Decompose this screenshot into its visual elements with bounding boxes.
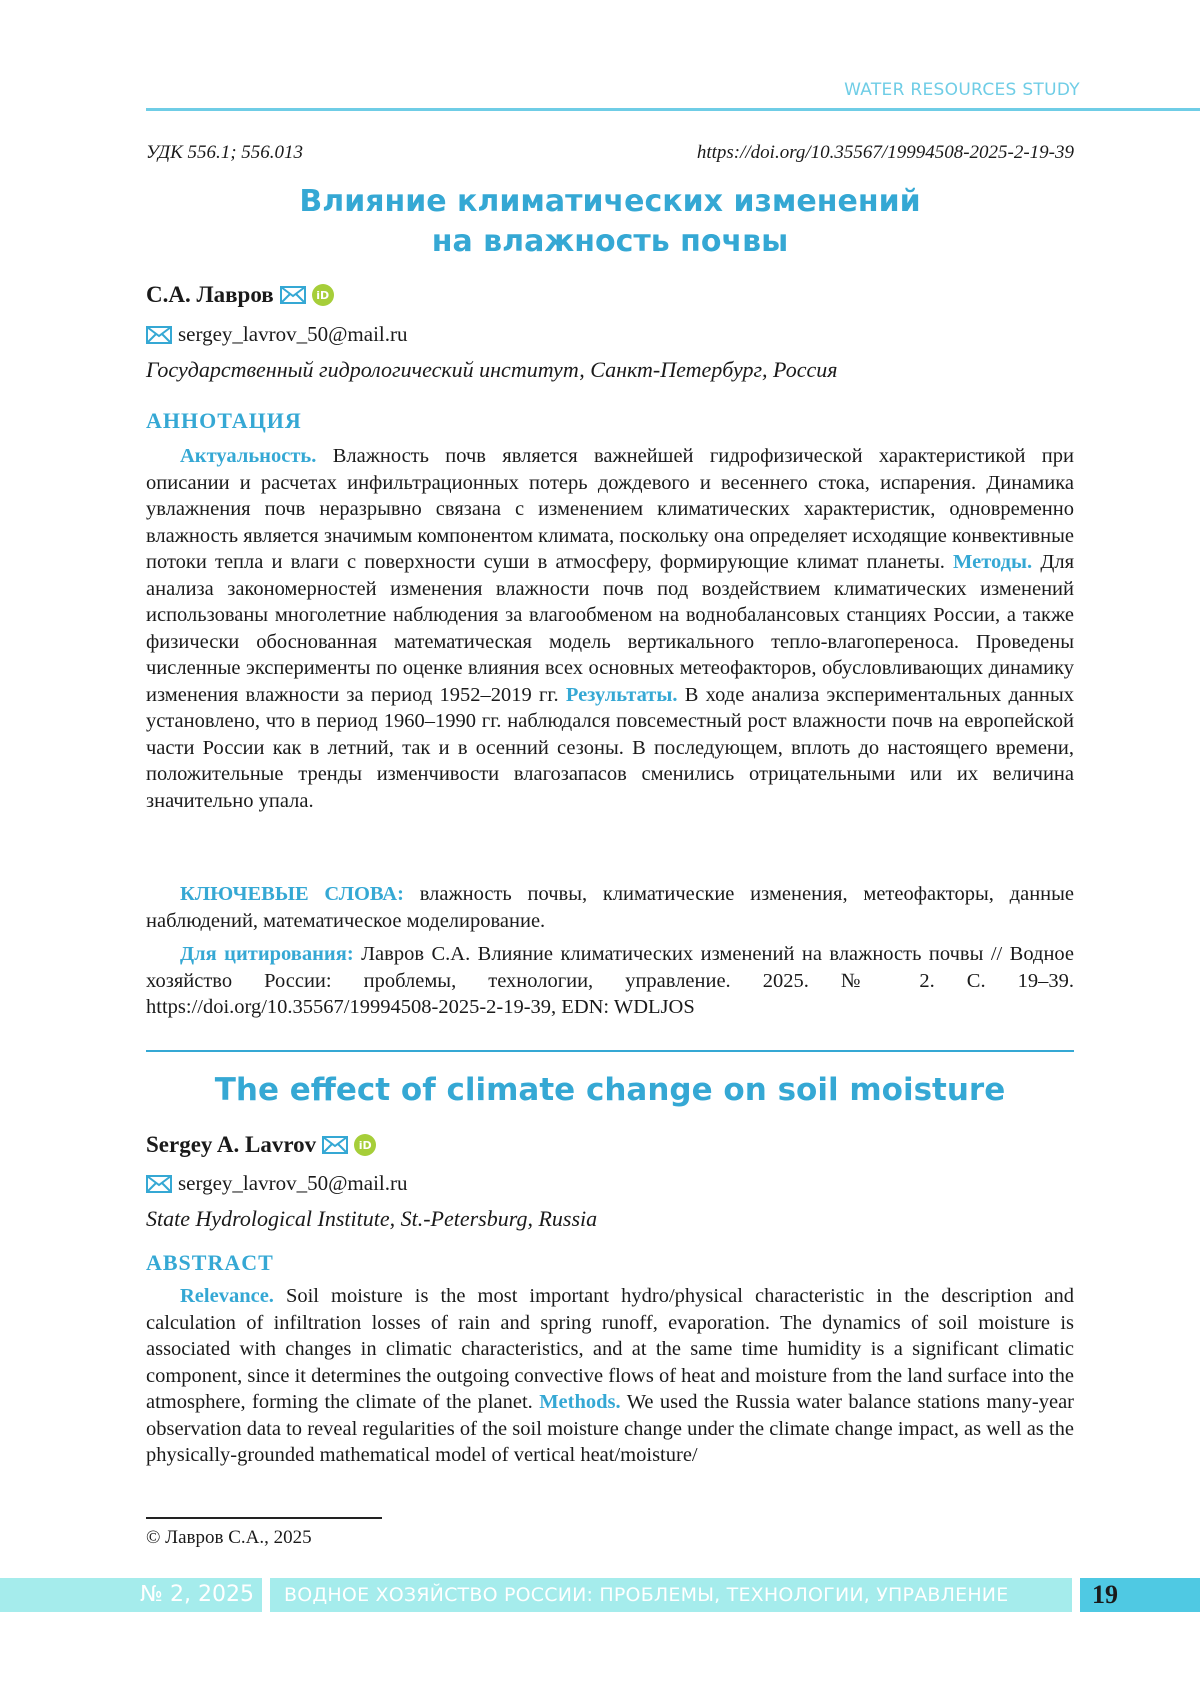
journal-section-label: WATER RESOURCES STUDY (844, 80, 1080, 100)
page-number: 19 (1080, 1578, 1200, 1612)
methods-label: Методы. (953, 551, 1033, 573)
mail-icon[interactable] (280, 286, 306, 304)
udc-code: УДК 556.1; 556.013 (146, 142, 304, 163)
author-ru (146, 282, 334, 308)
keywords-text: влажность почвы, климатические изменения, метеофакторы, данные наблюдений, математическое моделирование. (146, 883, 1075, 932)
citation-text: Лавров С.А. Влияние климатических изменений на влажность почвы // Водное хозяйство России: проблемы, технологии, управление. 2025. № 2. С. 19–39. https://doi.org/10.35567/19994508-2025-2-19-39, EDN: WDLJOS (146, 943, 1075, 1018)
results-text: В ходе анализа экспериментальных данных установлено, что в период 1960–1990 гг. наблюдался повсеместный рост влажности почв на европейской части России как в летний, так и в осенний сезоны. В последующем, вплоть до настоящего времени, положительные тренды изменчивости влагозапасов сменились отрицательными или их величина значительно упала. (146, 683, 1074, 812)
email-en (146, 1171, 407, 1196)
mail-icon (146, 326, 172, 344)
affiliation-en: State Hydrological Institute, St.-Petersburg, Russia (146, 1206, 598, 1231)
relevance-text: Soil moisture is the most important hydro/physical characteristic in the description and calculation of infiltration losses of rain and spring runoff, evaporation. The dynamics of soil moisture is associated with changes in climatic characteristics, and at the same time humidity is a significant climatic component, since it determines the outgoing convective flows of heat and moisture from the land surface into the atmosphere, forming the climate of the planet. (146, 1285, 1075, 1413)
copyright-footnote: © Лавров С.А., 2025 (146, 1527, 312, 1548)
email-address[interactable]: sergey_lavrov_50@mail.ru (178, 322, 408, 346)
section-divider (146, 1050, 1074, 1052)
title-russian (146, 182, 1074, 262)
author-en (146, 1132, 376, 1158)
issue-number: № 2, 2025 (0, 1578, 262, 1612)
orcid-icon[interactable]: iD (354, 1134, 376, 1156)
mail-icon[interactable] (322, 1136, 348, 1154)
abstract-heading-en: ABSTRACT (146, 1250, 274, 1275)
page-footer (0, 1578, 1200, 1612)
journal-name: ВОДНОЕ ХОЗЯЙСТВО РОССИИ: ПРОБЛЕМЫ, ТЕХНОЛОГИИ, УПРАВЛЕНИЕ (270, 1578, 1072, 1612)
doi-link[interactable]: https://doi.org/10.35567/19994508-2025-2-19-39 (696, 142, 1074, 163)
title-ru-line-1: Влияние климатических изменений (299, 184, 921, 219)
methods-label: Methods. (539, 1391, 621, 1413)
abstract-body-ru (146, 443, 1074, 814)
results-label: Результаты. (565, 683, 678, 706)
title-english: The effect of climate change on soil moisture (214, 1072, 1006, 1108)
keywords-label: КЛЮЧЕВЫЕ СЛОВА: (180, 883, 404, 905)
relevance-label: Актуальность. (180, 445, 317, 467)
article-meta (146, 142, 1074, 164)
methods-text: We used the Russia water balance stations many-year observation data to reveal regularities of the soil moisture change under the climate change impact, as well as the physically-grounded mathematical model of vertical heat/moisture/ (146, 1391, 1075, 1466)
abstract-body-en (146, 1283, 1074, 1469)
footnote-divider (146, 1517, 382, 1519)
citation-label: Для цитирования: (180, 943, 354, 965)
email-address[interactable]: sergey_lavrov_50@mail.ru (178, 1171, 408, 1195)
title-ru-line-2: на влажность почвы (431, 224, 789, 259)
email-ru (146, 322, 407, 347)
relevance-label: Relevance. (180, 1285, 274, 1307)
author-name: Sergey A. Lavrov (146, 1132, 317, 1157)
methods-text: Для анализа закономерностей изменения влажности почв под воздействием климатических изменений использованы многолетние наблюдения за влагообменом на воднобалансовых станциях России, а также физически обоснованная математическая модель вертикального тепло-влагопереноса. Проведены численные эксперименты по оценке влияния всех основных метеофакторов, обусловливающих динамику изменения влажности за период 1952–2019 гг. (146, 551, 1075, 706)
author-name: С.А. Лавров (146, 282, 274, 307)
keywords-ru (146, 881, 1074, 934)
mail-icon (146, 1175, 172, 1193)
top-divider (146, 108, 1200, 111)
orcid-icon[interactable]: iD (312, 284, 334, 306)
citation-ru (146, 941, 1074, 1021)
affiliation-ru: Государственный гидрологический институт, Санкт-Петербург, Россия (146, 357, 838, 382)
relevance-text: Влажность почв является важнейшей гидрофизической характеристикой при описании и расчетах инфильтрационных потерь дождевого и весеннего стока, испарения. Динамика увлажнения почв неразрывно связана с изменением климатических характеристик, одновременно влажность является значимым компонентом климата, поскольку она определяет исходящие конвективные потоки тепла и влаги с поверхности суши в атмосферу, формирующие климат планеты. (146, 445, 1074, 573)
abstract-heading-ru: АННОТАЦИЯ (146, 408, 302, 433)
